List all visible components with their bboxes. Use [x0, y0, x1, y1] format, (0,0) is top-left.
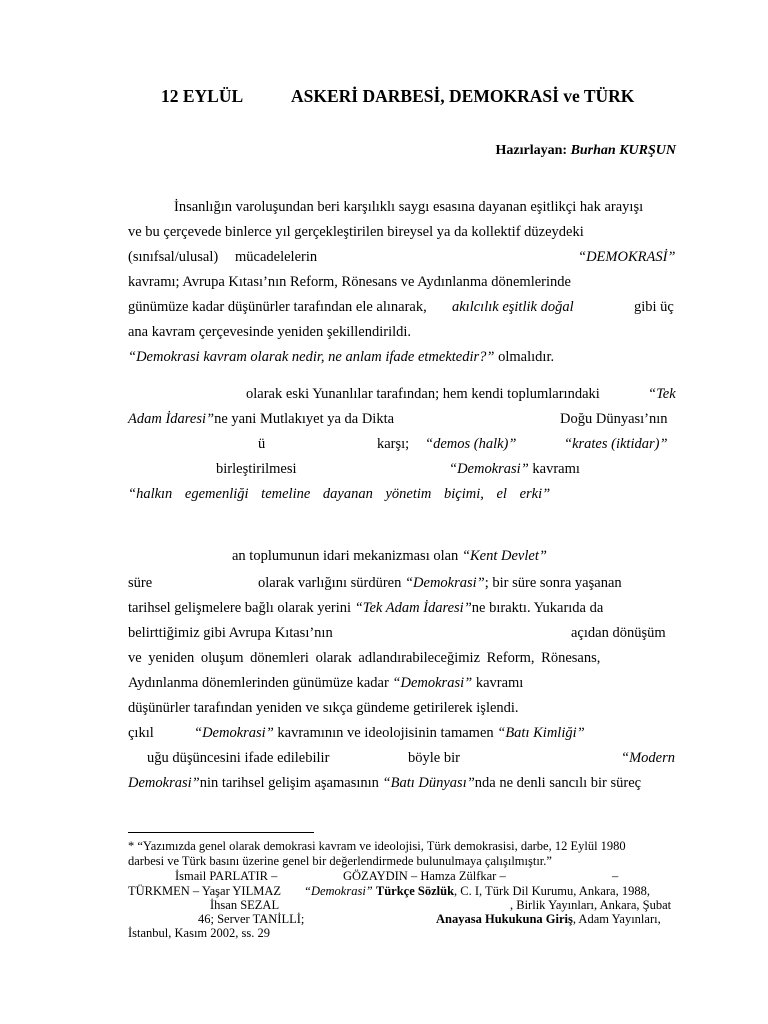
p3-line-1b: “Kent Devlet” [461, 548, 547, 564]
p2-line-3c: “demos (halk)” [425, 436, 517, 452]
footnote-2-line-1c: – [612, 869, 619, 883]
p1-line-5c: gibi üç [634, 299, 674, 315]
p2-line-3a: ü [258, 436, 266, 452]
author-label: Hazırlayan: [495, 143, 568, 158]
title-part-1: 12 EYLÜL [161, 86, 244, 106]
footnote-2-line-4c: , Adam Yayınları, [572, 912, 661, 926]
p1-line-3c: “DEMOKRASİ” [578, 249, 676, 265]
p3-line-10c: “Batı Dünyası” [382, 775, 475, 791]
footnote-2-line-4b: Anayasa Hukukuna Giriş [436, 912, 573, 926]
p2-line-1a: olarak eski Yunanlılar tarafından; hem kendi toplumlarındaki [246, 386, 600, 402]
p2-line-5-text: “halkın egemenliği temeline dayanan yönetim biçimi, el erki” [128, 486, 551, 502]
footnote-2-line-2a: TÜRKMEN – Yaşar YILMAZ [128, 884, 282, 898]
p2-line-5 [128, 486, 568, 503]
footnote-2-line-4a: 46; Server TANİLLİ; [198, 912, 305, 926]
p1-line-2-text: ve bu çerçevede binlerce yıl gerçekleştirilen bireysel ya da kollektif düzeydeki [128, 224, 584, 240]
title-part-2: ASKERİ DARBESİ, DEMOKRASİ ve TÜRK [291, 86, 635, 106]
p3-line-7: düşünürler tarafından yeniden ve sıkça gündeme getirilerek işlendi. [128, 700, 519, 716]
author-name: Burhan KURŞUN [570, 143, 676, 158]
p3-line-10b: nin tarihsel gelişim aşamasının [199, 775, 379, 791]
p2-line-2c: Doğu Dünyası’nın [560, 411, 668, 427]
p2-line-1b: “Tek [648, 386, 676, 402]
p2-line-4c: kavramı [532, 461, 580, 477]
p3-line-6c: kavramı [475, 675, 524, 691]
p3-line-3a: tarihsel gelişmelere bağlı olarak yerini [128, 600, 352, 616]
p3-line-2c: “Demokrasi” [404, 575, 485, 591]
p2-line-4b: “Demokrasi” [449, 461, 529, 477]
p1-line-6: ana kavram çerçevesinde yeniden şekillendirildi. [128, 324, 412, 340]
p3-line-6a: Aydınlanma dönemlerinden günümüze kadar [128, 675, 389, 691]
p1-line-7b: olmalıdır. [498, 349, 555, 365]
p3-line-10a: Demokrasi” [128, 775, 200, 791]
p3-line-2b: olarak varlığını sürdüren [258, 575, 402, 591]
p3-line-4b: açıdan dönüşüm [571, 625, 666, 641]
p1-line-3a: (sınıfsal/ulusal) [128, 249, 219, 265]
p3-line-2a: süre [128, 575, 153, 591]
p1-line-5b: akılcılık eşitlik doğal [452, 299, 574, 315]
footnote-2-line-5: İstanbul, Kasım 2002, ss. 29 [128, 926, 271, 940]
p3-line-10d: nda ne denli sancılı bir süreç [474, 775, 642, 791]
p3-line-2d: ; bir süre sonra yaşanan [484, 575, 622, 591]
author-line [496, 143, 676, 159]
p1-line-2 [128, 224, 679, 241]
p1-line-1: İnsanlığın varoluşundan beri karşılıklı saygı esasına dayanan eşitlikçi hak arayışı [174, 199, 644, 215]
p2-line-3d: “krates (iktidar)” [564, 436, 668, 452]
p3-line-9b: böyle bir [408, 750, 460, 766]
p3-line-4a: belirttiğimiz gibi Avrupa Kıtası’nın [128, 625, 333, 641]
p3-line-3c: ne bıraktı. Yukarıda da [471, 600, 604, 616]
footnote-1-line-1: * “Yazımızda genel olarak demokrasi kavram ve ideolojisi, Türk demokrasisi, darbe, 12 Eylül 1980 [128, 839, 626, 853]
footnote-2-line-1b: GÖZAYDIN – Hamza Zülfkar – [343, 869, 506, 883]
p3-line-3b: “Tek Adam İdaresi” [354, 600, 472, 616]
p3-line-8c: kavramının ve ideolojisinin tamamen [277, 725, 494, 741]
p2-line-2b: ne yani Mutlakıyet ya da Dikta [214, 411, 395, 427]
p3-line-9c: “Modern [621, 750, 675, 766]
p3-line-5: ve yeniden oluşum dönemleri olarak adlandırabileceğimiz Reform, Rönesans, [128, 650, 601, 666]
footnote-2-line-1a: İsmail PARLATIR – [175, 869, 278, 883]
footnote-2-line-2d: , C. I, Türk Dil Kurumu, Ankara, 1988, [454, 884, 650, 898]
p1-line-4: kavramı; Avrupa Kıtası’nın Reform, Rönesans ve Aydınlanma dönemlerinde [128, 274, 571, 290]
p3-line-8d: “Batı Kimliği” [497, 725, 585, 741]
p1-line-3b: mücadelelerin [235, 249, 318, 265]
p3-line-9a: uğu düşüncesini ifade edilebilir [147, 750, 330, 766]
footnote-2-line-3a: İhsan SEZAL [210, 898, 280, 912]
p3-line-8b: “Demokrasi” [194, 725, 274, 741]
footnote-2-line-2b: “Demokrasi” [304, 884, 373, 898]
p3-line-1a: an toplumunun idari mekanizması olan [232, 548, 459, 564]
footnote-rule [128, 832, 314, 833]
p3-line-6b: “Demokrasi” [392, 675, 473, 691]
footnote-2-line-2c: Türkçe Sözlük [375, 884, 455, 898]
p2-line-4a: birleştirilmesi [216, 461, 297, 477]
p1-line-7a: “Demokrasi kavram olarak nedir, ne anlam ifade etmektedir?” [128, 349, 495, 365]
footnote-2-line-3b: , Birlik Yayınları, Ankara, Şubat [510, 898, 672, 912]
p1-line-5a: günümüze kadar düşünürler tarafından ele alınarak, [128, 299, 427, 315]
p2-line-3b: karşı; [377, 436, 410, 452]
footnote-1-line-2: darbesi ve Türk basını üzerine genel bir değerlendirmede bulunulmaya çalışılmıştır.” [128, 854, 552, 868]
p3-line-8a: çıkıl [128, 725, 154, 741]
p2-line-2a: Adam İdaresi” [128, 411, 215, 427]
